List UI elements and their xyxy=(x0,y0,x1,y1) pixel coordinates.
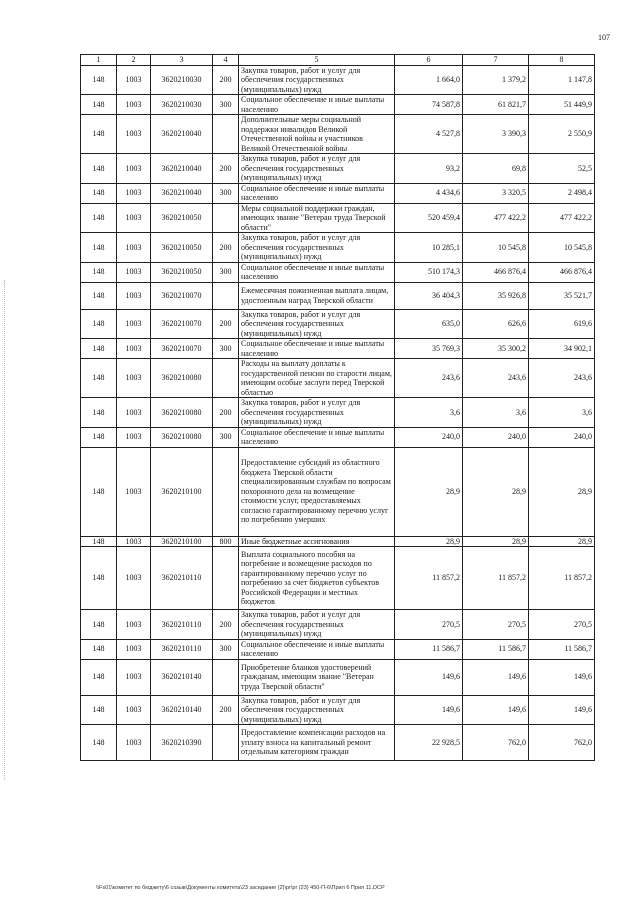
amount-year3-cell: 2 498,4 xyxy=(529,183,595,203)
section-code-cell: 1003 xyxy=(117,339,151,359)
target-article-cell: 3620210070 xyxy=(151,309,213,339)
section-code-cell: 1003 xyxy=(117,203,151,233)
section-code-cell: 1003 xyxy=(117,282,151,309)
expense-type-cell xyxy=(213,282,239,309)
expense-type-cell: 300 xyxy=(213,339,239,359)
amount-year3-cell: 762,0 xyxy=(529,725,595,761)
amount-year3-cell: 270,5 xyxy=(529,610,595,640)
amount-year2-cell: 466 876,4 xyxy=(463,262,529,282)
item-name-cell: Закупка товаров, работ и услуг для обеспечения государственных (муниципальных) нужд xyxy=(239,65,395,95)
amount-year3-cell: 619,6 xyxy=(529,309,595,339)
amount-year1-cell: 74 587,8 xyxy=(395,95,463,115)
amount-year3-cell: 3,6 xyxy=(529,398,595,428)
target-article-cell: 3620210140 xyxy=(151,695,213,725)
table-row xyxy=(81,659,595,695)
amount-year1-cell: 510 174,3 xyxy=(395,262,463,282)
column-header-5: 5 xyxy=(239,55,395,66)
column-header-3: 3 xyxy=(151,55,213,66)
column-header-6: 6 xyxy=(395,55,463,66)
ministry-code-cell: 148 xyxy=(81,659,117,695)
table-row xyxy=(81,95,595,115)
expense-type-cell: 200 xyxy=(213,398,239,428)
item-name-cell: Социальное обеспечение и иные выплаты населению xyxy=(239,95,395,115)
expense-type-cell: 300 xyxy=(213,183,239,203)
ministry-code-cell: 148 xyxy=(81,359,117,398)
target-article-cell: 3620210030 xyxy=(151,95,213,115)
amount-year2-cell: 61 821,7 xyxy=(463,95,529,115)
item-name-cell: Ежемесячная пожизненная выплата лицам, удостоенным наград Тверской области xyxy=(239,282,395,309)
item-name-cell: Социальное обеспечение и иные выплаты населению xyxy=(239,639,395,659)
target-article-cell: 3620210070 xyxy=(151,282,213,309)
section-code-cell: 1003 xyxy=(117,359,151,398)
amount-year1-cell: 93,2 xyxy=(395,154,463,184)
item-name-cell: Дополнительные меры социальной поддержки инвалидов Великой Отечественной войны и участников Великой Отечественной войны xyxy=(239,115,395,154)
ministry-code-cell: 148 xyxy=(81,95,117,115)
amount-year3-cell: 10 545,8 xyxy=(529,233,595,263)
amount-year1-cell: 149,6 xyxy=(395,659,463,695)
ministry-code-cell: 148 xyxy=(81,547,117,610)
amount-year3-cell: 1 147,8 xyxy=(529,65,595,95)
item-name-cell: Социальное обеспечение и иные выплаты населению xyxy=(239,262,395,282)
expense-type-cell: 300 xyxy=(213,427,239,447)
amount-year3-cell: 477 422,2 xyxy=(529,203,595,233)
section-code-cell: 1003 xyxy=(117,65,151,95)
item-name-cell: Закупка товаров, работ и услуг для обеспечения государственных (муниципальных) нужд xyxy=(239,309,395,339)
amount-year3-cell: 243,6 xyxy=(529,359,595,398)
amount-year3-cell: 240,0 xyxy=(529,427,595,447)
amount-year3-cell: 51 449,9 xyxy=(529,95,595,115)
table-row xyxy=(81,115,595,154)
section-code-cell: 1003 xyxy=(117,95,151,115)
expense-type-cell xyxy=(213,659,239,695)
ministry-code-cell: 148 xyxy=(81,262,117,282)
table-row xyxy=(81,536,595,547)
amount-year2-cell: 28,9 xyxy=(463,447,529,536)
amount-year2-cell: 3,6 xyxy=(463,398,529,428)
amount-year3-cell: 35 521,7 xyxy=(529,282,595,309)
item-name-cell: Закупка товаров, работ и услуг для обеспечения государственных (муниципальных) нужд xyxy=(239,398,395,428)
ministry-code-cell: 148 xyxy=(81,233,117,263)
item-name-cell: Выплата социального пособия на погребение и возмещение расходов по гарантированному перечню услуг по погребению за счет бюджетов субъектов Российской Федерации и местных бюджетов xyxy=(239,547,395,610)
table-row xyxy=(81,610,595,640)
amount-year2-cell: 69,8 xyxy=(463,154,529,184)
expense-type-cell: 300 xyxy=(213,639,239,659)
table-row xyxy=(81,282,595,309)
target-article-cell: 3620210050 xyxy=(151,262,213,282)
amount-year1-cell: 243,6 xyxy=(395,359,463,398)
section-code-cell: 1003 xyxy=(117,154,151,184)
ministry-code-cell: 148 xyxy=(81,183,117,203)
section-code-cell: 1003 xyxy=(117,262,151,282)
item-name-cell: Закупка товаров, работ и услуг для обеспечения государственных (муниципальных) нужд xyxy=(239,610,395,640)
item-name-cell: Закупка товаров, работ и услуг для обеспечения государственных (муниципальных) нужд xyxy=(239,233,395,263)
expense-type-cell: 200 xyxy=(213,65,239,95)
amount-year2-cell: 28,9 xyxy=(463,536,529,547)
target-article-cell: 3620210080 xyxy=(151,359,213,398)
section-code-cell: 1003 xyxy=(117,427,151,447)
target-article-cell: 3620210030 xyxy=(151,65,213,95)
section-code-cell: 1003 xyxy=(117,725,151,761)
table-row xyxy=(81,65,595,95)
section-code-cell: 1003 xyxy=(117,447,151,536)
table-row xyxy=(81,183,595,203)
amount-year1-cell: 4 434,6 xyxy=(395,183,463,203)
table-row xyxy=(81,398,595,428)
amount-year2-cell: 10 545,8 xyxy=(463,233,529,263)
column-number-row xyxy=(81,55,595,66)
amount-year3-cell: 11 857,2 xyxy=(529,547,595,610)
table-row xyxy=(81,427,595,447)
expense-type-cell: 200 xyxy=(213,610,239,640)
expense-type-cell: 800 xyxy=(213,536,239,547)
target-article-cell: 3620210050 xyxy=(151,233,213,263)
target-article-cell: 3620210050 xyxy=(151,203,213,233)
ministry-code-cell: 148 xyxy=(81,154,117,184)
table-row xyxy=(81,309,595,339)
amount-year3-cell: 34 902,1 xyxy=(529,339,595,359)
table-body xyxy=(81,65,595,761)
target-article-cell: 3620210390 xyxy=(151,725,213,761)
amount-year2-cell: 3 320,5 xyxy=(463,183,529,203)
section-code-cell: 1003 xyxy=(117,183,151,203)
amount-year1-cell: 35 769,3 xyxy=(395,339,463,359)
target-article-cell: 3620210040 xyxy=(151,115,213,154)
item-name-cell: Закупка товаров, работ и услуг для обеспечения государственных (муниципальных) нужд xyxy=(239,154,395,184)
section-code-cell: 1003 xyxy=(117,639,151,659)
target-article-cell: 3620210080 xyxy=(151,398,213,428)
target-article-cell: 3620210100 xyxy=(151,536,213,547)
amount-year3-cell: 2 550,9 xyxy=(529,115,595,154)
ministry-code-cell: 148 xyxy=(81,610,117,640)
item-name-cell: Расходы на выплату доплаты к государственной пенсии по старости лицам, имеющим особые заслуги перед Тверской областью xyxy=(239,359,395,398)
table-row xyxy=(81,233,595,263)
target-article-cell: 3620210040 xyxy=(151,183,213,203)
section-code-cell: 1003 xyxy=(117,536,151,547)
amount-year1-cell: 28,9 xyxy=(395,447,463,536)
target-article-cell: 3620210110 xyxy=(151,547,213,610)
section-code-cell: 1003 xyxy=(117,547,151,610)
target-article-cell: 3620210070 xyxy=(151,339,213,359)
amount-year2-cell: 1 379,2 xyxy=(463,65,529,95)
amount-year1-cell: 36 404,3 xyxy=(395,282,463,309)
section-code-cell: 1003 xyxy=(117,398,151,428)
ministry-code-cell: 148 xyxy=(81,695,117,725)
amount-year2-cell: 626,6 xyxy=(463,309,529,339)
expense-type-cell xyxy=(213,447,239,536)
amount-year2-cell: 11 586,7 xyxy=(463,639,529,659)
expense-type-cell: 200 xyxy=(213,309,239,339)
item-name-cell: Иные бюджетные ассигнования xyxy=(239,536,395,547)
amount-year1-cell: 11 857,2 xyxy=(395,547,463,610)
target-article-cell: 3620210080 xyxy=(151,427,213,447)
table-row xyxy=(81,447,595,536)
target-article-cell: 3620210110 xyxy=(151,610,213,640)
amount-year3-cell: 28,9 xyxy=(529,536,595,547)
amount-year3-cell: 466 876,4 xyxy=(529,262,595,282)
ministry-code-cell: 148 xyxy=(81,309,117,339)
scan-margin-marks xyxy=(4,280,7,780)
section-code-cell: 1003 xyxy=(117,115,151,154)
amount-year2-cell: 35 300,2 xyxy=(463,339,529,359)
ministry-code-cell: 148 xyxy=(81,639,117,659)
amount-year2-cell: 243,6 xyxy=(463,359,529,398)
budget-table xyxy=(80,54,595,761)
expense-type-cell: 300 xyxy=(213,95,239,115)
amount-year1-cell: 635,0 xyxy=(395,309,463,339)
column-header-8: 8 xyxy=(529,55,595,66)
amount-year3-cell: 149,6 xyxy=(529,695,595,725)
target-article-cell: 3620210100 xyxy=(151,447,213,536)
amount-year1-cell: 149,6 xyxy=(395,695,463,725)
amount-year1-cell: 10 285,1 xyxy=(395,233,463,263)
expense-type-cell: 300 xyxy=(213,262,239,282)
amount-year2-cell: 477 422,2 xyxy=(463,203,529,233)
section-code-cell: 1003 xyxy=(117,309,151,339)
expense-type-cell: 200 xyxy=(213,695,239,725)
item-name-cell: Меры социальной поддержки граждан, имеющих звание "Ветеран труда Тверской области" xyxy=(239,203,395,233)
column-header-2: 2 xyxy=(117,55,151,66)
ministry-code-cell: 148 xyxy=(81,203,117,233)
column-header-7: 7 xyxy=(463,55,529,66)
table-row xyxy=(81,339,595,359)
table-row xyxy=(81,359,595,398)
amount-year2-cell: 149,6 xyxy=(463,695,529,725)
item-name-cell: Социальное обеспечение и иные выплаты населению xyxy=(239,427,395,447)
amount-year2-cell: 240,0 xyxy=(463,427,529,447)
ministry-code-cell: 148 xyxy=(81,65,117,95)
table-row xyxy=(81,695,595,725)
amount-year2-cell: 3 390,3 xyxy=(463,115,529,154)
amount-year1-cell: 3,6 xyxy=(395,398,463,428)
table-row xyxy=(81,203,595,233)
item-name-cell: Приобретение бланков удостоверений гражданам, имеющим звание "Ветеран труда Тверской области" xyxy=(239,659,395,695)
amount-year1-cell: 28,9 xyxy=(395,536,463,547)
item-name-cell: Социальное обеспечение и иные выплаты населению xyxy=(239,183,395,203)
amount-year1-cell: 520 459,4 xyxy=(395,203,463,233)
section-code-cell: 1003 xyxy=(117,233,151,263)
expense-type-cell xyxy=(213,203,239,233)
amount-year1-cell: 11 586,7 xyxy=(395,639,463,659)
amount-year1-cell: 240,0 xyxy=(395,427,463,447)
target-article-cell: 3620210110 xyxy=(151,639,213,659)
amount-year3-cell: 149,6 xyxy=(529,659,595,695)
amount-year2-cell: 149,6 xyxy=(463,659,529,695)
section-code-cell: 1003 xyxy=(117,610,151,640)
amount-year2-cell: 270,5 xyxy=(463,610,529,640)
target-article-cell: 3620210040 xyxy=(151,154,213,184)
expense-type-cell xyxy=(213,547,239,610)
expense-type-cell: 200 xyxy=(213,233,239,263)
ministry-code-cell: 148 xyxy=(81,427,117,447)
table-row xyxy=(81,725,595,761)
ministry-code-cell: 148 xyxy=(81,725,117,761)
ministry-code-cell: 148 xyxy=(81,282,117,309)
item-name-cell: Предоставление субсидий из областного бюджета Тверской области специализированным службам по вопросам похоронного дела на возмещение стоимости услуг, предоставляемых согласно гарантированному перечню услуг по погребению умерших xyxy=(239,447,395,536)
amount-year1-cell: 4 527,8 xyxy=(395,115,463,154)
ministry-code-cell: 148 xyxy=(81,447,117,536)
footer-file-path: \\Fs01\комитет по бюджету\6 созыв\Документы комитета\23 заседание (2)\pr\pr (23) 450-П-6\Прил 6 Прил 11.DCP xyxy=(96,885,385,891)
amount-year3-cell: 11 586,7 xyxy=(529,639,595,659)
target-article-cell: 3620210140 xyxy=(151,659,213,695)
expense-type-cell xyxy=(213,115,239,154)
ministry-code-cell: 148 xyxy=(81,115,117,154)
column-header-4: 4 xyxy=(213,55,239,66)
expense-type-cell xyxy=(213,725,239,761)
amount-year2-cell: 35 926,8 xyxy=(463,282,529,309)
expense-type-cell: 200 xyxy=(213,154,239,184)
table-row xyxy=(81,639,595,659)
amount-year1-cell: 1 664,0 xyxy=(395,65,463,95)
amount-year2-cell: 11 857,2 xyxy=(463,547,529,610)
table-row xyxy=(81,262,595,282)
table-row xyxy=(81,547,595,610)
ministry-code-cell: 148 xyxy=(81,536,117,547)
item-name-cell: Предоставление компенсации расходов на уплату взноса на капитальный ремонт отдельным категориям граждан xyxy=(239,725,395,761)
amount-year1-cell: 270,5 xyxy=(395,610,463,640)
column-header-1: 1 xyxy=(81,55,117,66)
table-row xyxy=(81,154,595,184)
amount-year2-cell: 762,0 xyxy=(463,725,529,761)
expense-type-cell xyxy=(213,359,239,398)
item-name-cell: Закупка товаров, работ и услуг для обеспечения государственных (муниципальных) нужд xyxy=(239,695,395,725)
amount-year3-cell: 28,9 xyxy=(529,447,595,536)
amount-year1-cell: 22 928,5 xyxy=(395,725,463,761)
section-code-cell: 1003 xyxy=(117,695,151,725)
amount-year3-cell: 52,5 xyxy=(529,154,595,184)
ministry-code-cell: 148 xyxy=(81,339,117,359)
item-name-cell: Социальное обеспечение и иные выплаты населению xyxy=(239,339,395,359)
section-code-cell: 1003 xyxy=(117,659,151,695)
page-number: 107 xyxy=(598,33,610,42)
ministry-code-cell: 148 xyxy=(81,398,117,428)
